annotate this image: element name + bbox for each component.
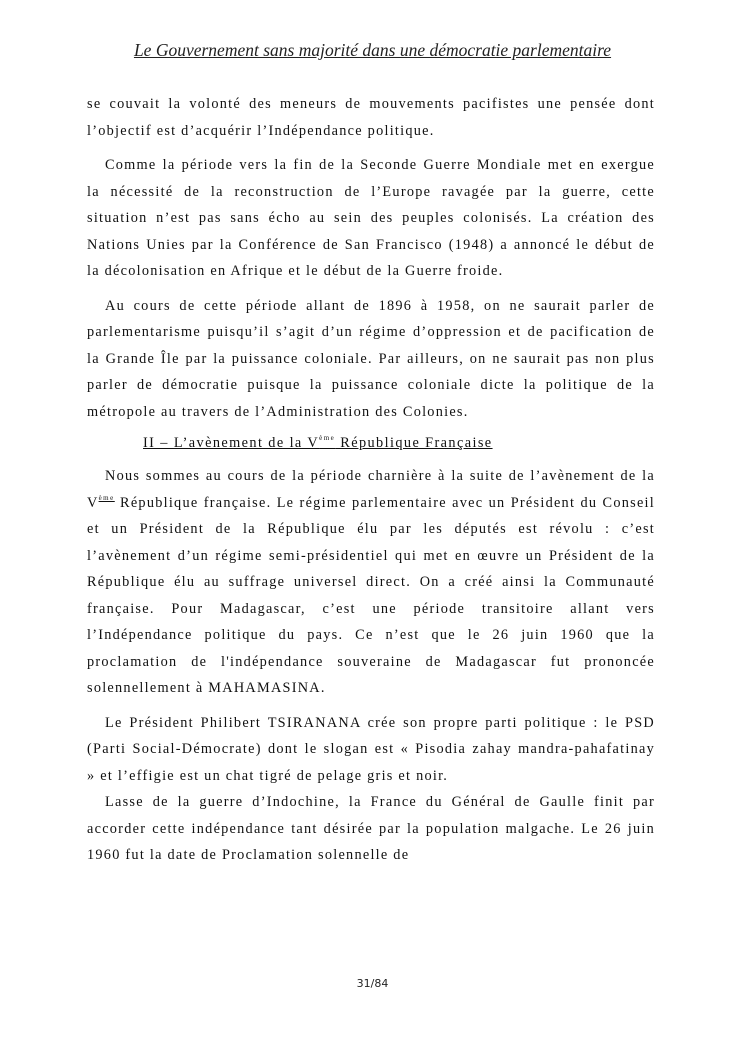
section-heading-prefix: II – L’avènement de la V <box>143 435 320 451</box>
section-heading-suffix: République Française <box>335 435 493 451</box>
section-heading <box>143 431 655 455</box>
paragraph-4-sup: ème <box>98 493 115 502</box>
paragraph-4-start: Nous sommes au cours de la période charnière à la suite de l’avènement de la V <box>87 468 655 511</box>
running-header: Le Gouvernement sans majorité dans une démocratie parlementaire <box>133 40 612 60</box>
page-number: 31/84 <box>356 977 389 990</box>
paragraph-5: Le Président Philibert TSIRANANA crée son propre parti politique : le PSD (Parti Social-Démocrate) dont le slogan est « Pisodia zahay mandra-pahafatinay » et l’effigie est un chat tigré de pelage gris et noir. <box>87 714 655 784</box>
paragraph-6: Lasse de la guerre d’Indochine, la France du Général de Gaulle finit par accorder cette indépendance tant désirée par la population malgache. Le 26 juin 1960 fut la date de Proclamation solennelle de <box>87 794 655 863</box>
document-body <box>87 91 655 877</box>
paragraph-4 <box>87 463 655 702</box>
paragraph-1: se couvait la volonté des meneurs de mouvements pacifistes une pensée dont l’objectif est d’acquérir l’Indépendance politique. <box>87 96 655 139</box>
paragraph-4-end: République française. Le régime parlementaire avec un Président du Conseil et un Président de la République élu par les députés est révolu : c’est l’avènement d’un régime semi-présidentiel qui met en œuvre un Président de la République élu au suffrage universel direct. On a créé ainsi la Communauté française. Pour Madagascar, c’est une période transitoire allant vers l’Indépendance politique du pays. Ce n’est que le 26 juin 1960 que la proclamation de l'indépendance souveraine de Madagascar fut prononcée solennellement à MAHAMASINA. <box>87 494 655 696</box>
section-heading-sup: ème <box>319 434 336 442</box>
paragraph-2: Comme la période vers la fin de la Seconde Guerre Mondiale met en exergue la nécessité de la reconstruction de l’Europe ravagée par la guerre, cette situation n’est pas sans écho au sein des peuples colonisés. La création des Nations Unies par la Conférence de San Francisco (1948) a annoncé le début de la décolonisation en Afrique et le début de la Guerre froide. <box>87 157 655 279</box>
paragraph-3: Au cours de cette période allant de 1896 à 1958, on ne saurait parler de parlementarisme puisqu’il s’agit d’un régime d’oppression et de pacification de la Grande Île par la puissance coloniale. Par ailleurs, on ne saurait pas non plus parler de démocratie puisque la puissance coloniale dicte la politique de la métropole au travers de l’Administration des Colonies. <box>87 297 655 420</box>
